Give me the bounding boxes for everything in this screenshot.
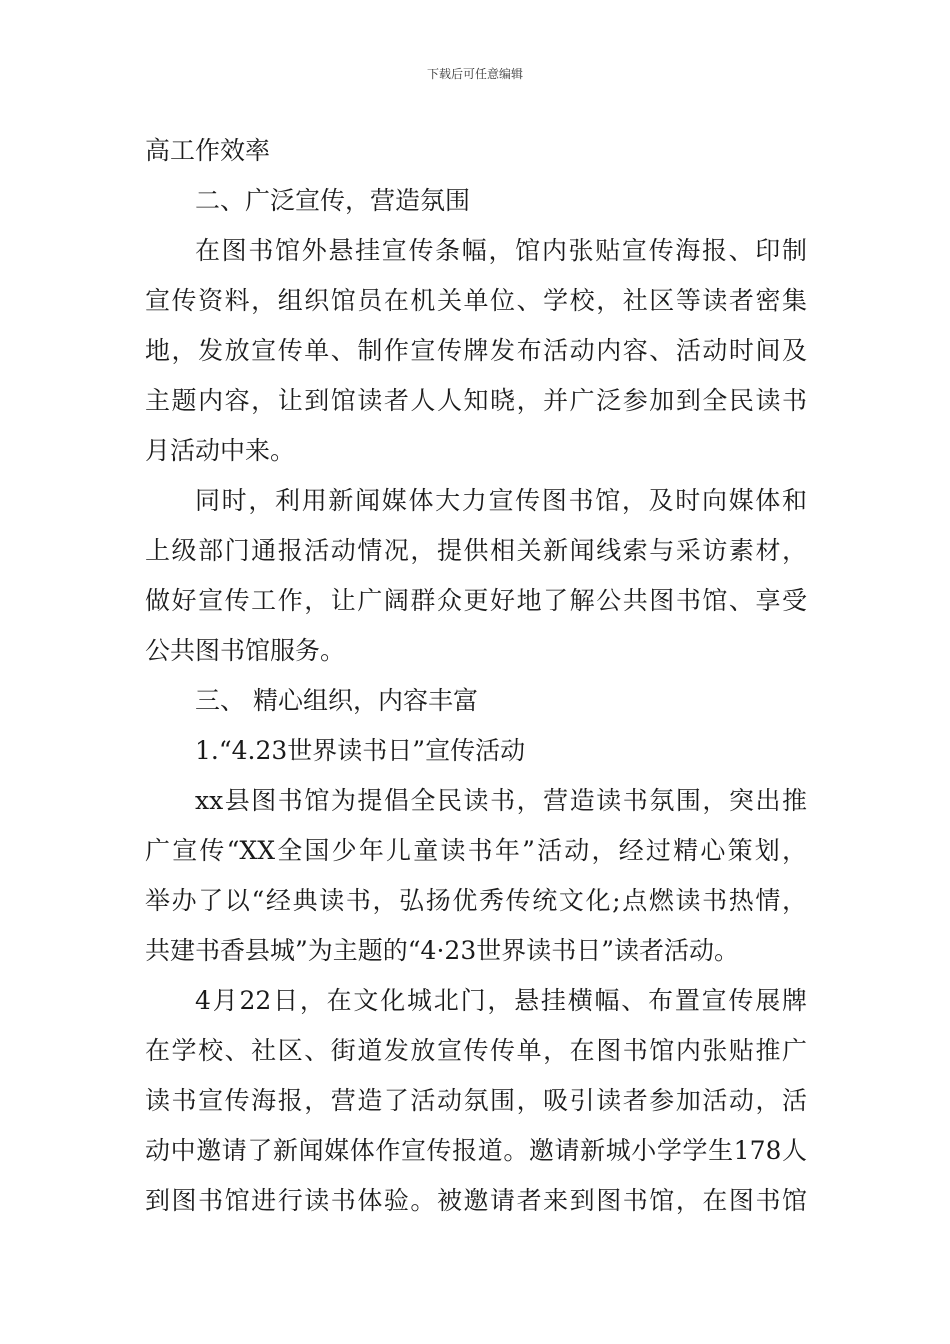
text-line: 高工作效率: [145, 136, 271, 165]
text-line: 4月22日，在文化城北门，悬挂横幅、布置宣传展牌: [195, 986, 807, 1015]
text-line: 在图书馆外悬挂宣传条幅，馆内张贴宣传海报、印制: [195, 236, 807, 265]
text-line: 动中邀请了新闻媒体作宣传报道。邀请新城小学学生178人: [145, 1136, 807, 1165]
text-line: 在学校、社区、街道发放宣传传单，在图书馆内张贴推广: [145, 1036, 807, 1065]
page-header-note: 下载后可任意编辑: [426, 67, 523, 81]
text-line: 宣传资料，组织馆员在机关单位、学校，社区等读者密集: [145, 286, 807, 315]
text-line: 主题内容，让到馆读者人人知晓，并广泛参加到全民读书: [145, 386, 807, 415]
text-line: 上级部门通报活动情况，提供相关新闻线索与采访素材，: [145, 536, 807, 565]
text-line: 举办了以“经典读书，弘扬优秀传统文化;点燃读书热情，: [145, 886, 807, 915]
text-line: 共建书香县城”为主题的“4·23世界读书日”读者活动。: [145, 936, 740, 965]
document-body: [145, 126, 807, 1226]
text-line: 公共图书馆服务。: [145, 636, 346, 665]
text-line: 同时，利用新闻媒体大力宣传图书馆，及时向媒体和: [195, 486, 807, 515]
text-line: 地，发放宣传单、制作宣传牌发布活动内容、活动时间及: [145, 336, 807, 365]
text-line: 广宣传“XX全国少年儿童读书年”活动，经过精心策划，: [145, 836, 807, 865]
text-line: xx县图书馆为提倡全民读书，营造读书氛围，突出推: [195, 786, 807, 815]
text-line: 三、 精心组织，内容丰富: [195, 686, 478, 715]
text-line: 月活动中来。: [145, 436, 296, 465]
text-line: 到图书馆进行读书体验。被邀请者来到图书馆，在图书馆: [145, 1186, 807, 1215]
text-line: 读书宣传海报，营造了活动氛围，吸引读者参加活动，活: [145, 1086, 807, 1115]
text-line: 1.“4.23世界读书日”宣传活动: [195, 736, 526, 765]
text-line: 做好宣传工作，让广阔群众更好地了解公共图书馆、享受: [145, 586, 807, 615]
text-line: 二、广泛宣传，营造氛围: [195, 186, 471, 215]
